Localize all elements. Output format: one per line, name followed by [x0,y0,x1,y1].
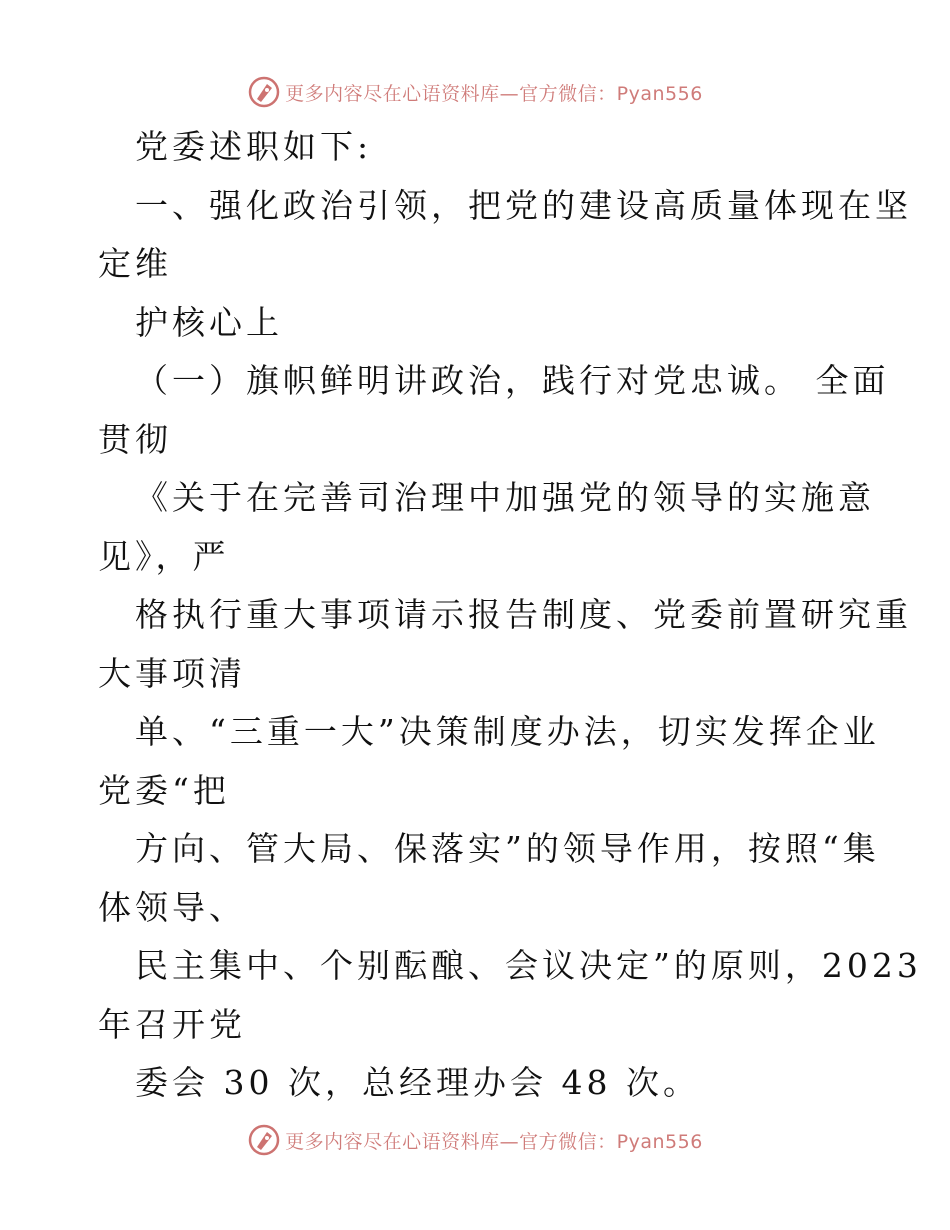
document-body [98,118,922,1113]
text-line: 党委述职如下: [135,127,373,166]
text-line: 定维 [98,244,172,283]
footer-watermark [0,1120,950,1160]
text-line: 方向、管大局、保落实”的领导作用，按照“集 [135,829,880,868]
text-line: 见》，严 [98,536,230,576]
text-line: 贯彻 [98,419,172,459]
header-watermark [0,72,950,112]
watermark-text: 更多内容尽在心语资料库—官方微信：Pyan556 [285,82,703,105]
pen-nib-logo-icon [247,75,281,109]
text-line: 格执行重大事项请示报告制度、党委前置研究重 [135,595,912,634]
text-line: 党委“把 [98,770,230,810]
text-line: 体领导、 [98,887,246,927]
text-line: 一、强化政治引领，把党的建设高质量体现在坚 [135,185,912,225]
text-line: 委会 30 次，总经理办会 48 次。 [135,1063,700,1102]
text-line: 大事项清 [98,653,246,693]
text-line: 年召开党 [98,1004,246,1044]
watermark-text: 更多内容尽在心语资料库—官方微信：Pyan556 [285,1130,703,1153]
text-line: 民主集中、个别酝酿、会议决定”的原则，2023 [135,946,922,985]
text-line: 单、“三重一大”决策制度办法，切实发挥企业 [135,712,880,751]
text-line: 《关于在完善司治理中加强党的领导的实施意 [135,478,875,517]
text-line: 护核心上 [135,302,283,342]
text-line: （一）旗帜鲜明讲政治，践行对党忠诚。 全面 [135,361,890,400]
pen-nib-logo-icon [247,1123,281,1157]
